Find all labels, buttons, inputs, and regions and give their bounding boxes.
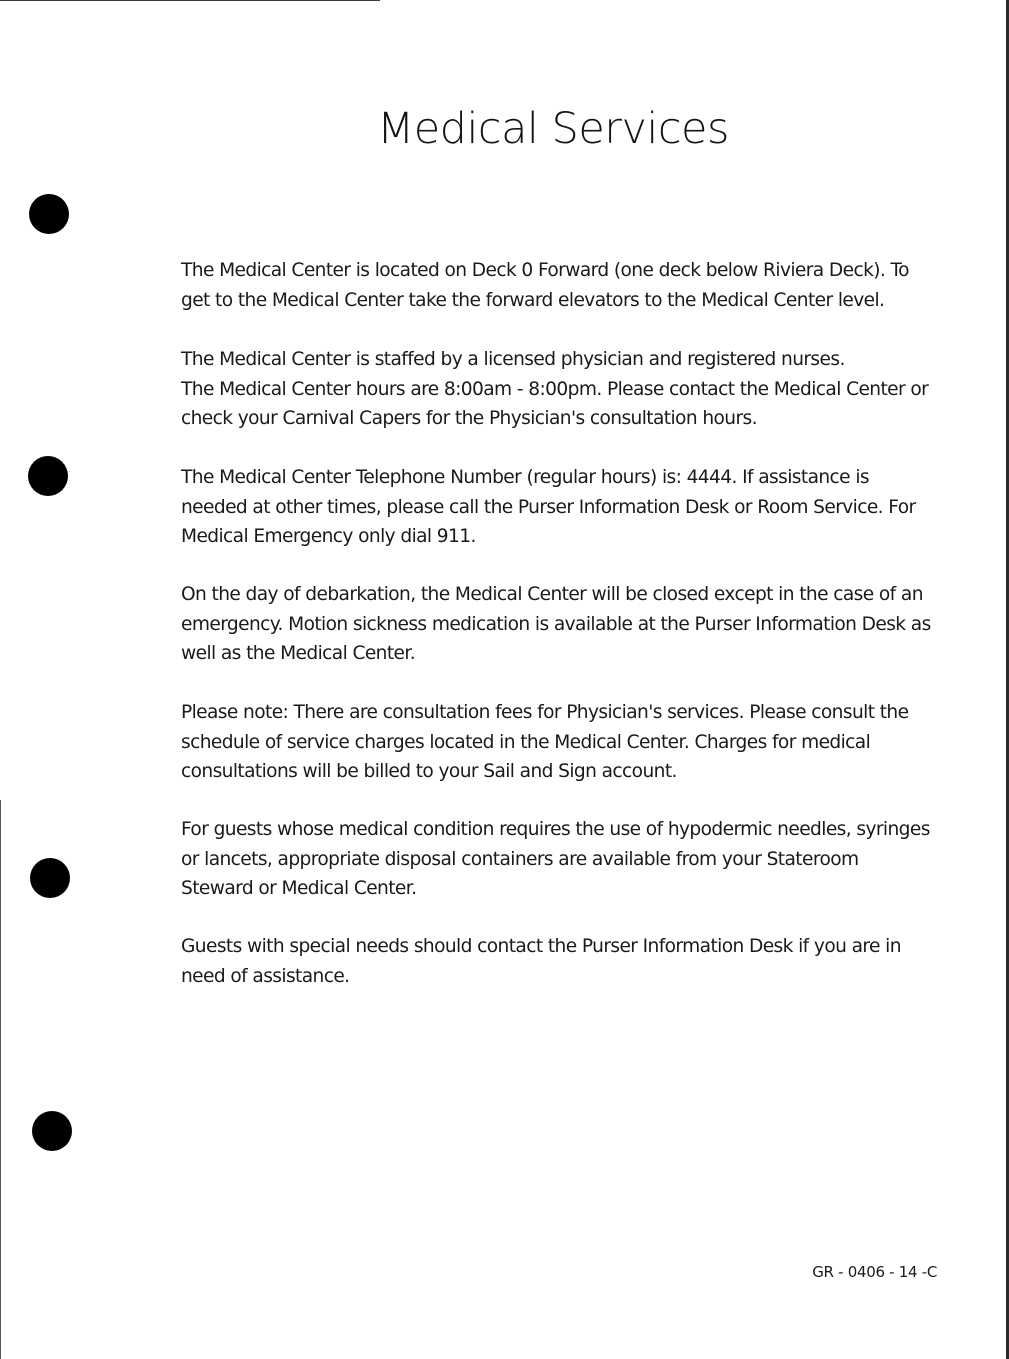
paragraph-special-needs-text: Guests with special needs should contact the Purser Information Desk if you are in need of assistance. [181, 936, 901, 987]
paragraph-debarkation-text: On the day of debarkation, the Medical Center will be closed except in the case of an emergency. Motion sickness medication is available at the Purser Information Desk as well as the Medical Center. [181, 584, 931, 664]
scan-edge-left [0, 800, 1, 1359]
binder-hole-4 [32, 1111, 72, 1151]
paragraph-hours-text: The Medical Center hours are 8:00am - 8:00pm. Please contact the Medical Center or check your Carnival Capers for the Physician's consultation hours. [181, 378, 929, 429]
scan-edge-top [0, 0, 380, 1]
paragraph-location-text: The Medical Center is located on Deck 0 Forward (one deck below Riviera Deck). To get to the Medical Center take the forward elevators to the Medical Center level. [181, 260, 909, 311]
binder-hole-3 [30, 858, 70, 898]
paragraph-fees [181, 698, 933, 787]
binder-hole-1 [29, 194, 69, 234]
paragraph-disposal-text: For guests whose medical condition requires the use of hypodermic needles, syringes or lancets, appropriate disposal containers are available from your Stateroom Steward or Medical Center. [181, 819, 930, 899]
paragraph-location [181, 256, 933, 315]
paragraph-staff-text: The Medical Center is staffed by a licensed physician and registered nurses. [181, 349, 845, 370]
paragraph-telephone [181, 463, 933, 552]
page-title: Medical Services [377, 104, 729, 154]
paragraph-staff-hours [181, 345, 933, 434]
paragraph-fees-text: Please note: There are consultation fees for Physician's services. Please consult the schedule of service charges located in the Medical Center. Charges for medical consultations will be billed to your Sail and Sign account. [181, 702, 909, 782]
document-code: GR - 0406 - 14 -C [812, 1263, 937, 1281]
binder-hole-2 [28, 456, 68, 496]
paragraph-special-needs [181, 932, 933, 991]
paragraph-debarkation [181, 580, 933, 669]
paragraph-disposal [181, 815, 933, 904]
paragraph-telephone-text: The Medical Center Telephone Number (regular hours) is: 4444. If assistance is needed at other times, please call the Purser Information Desk or Room Service. For Medical Emergency only dial 911. [181, 467, 916, 547]
